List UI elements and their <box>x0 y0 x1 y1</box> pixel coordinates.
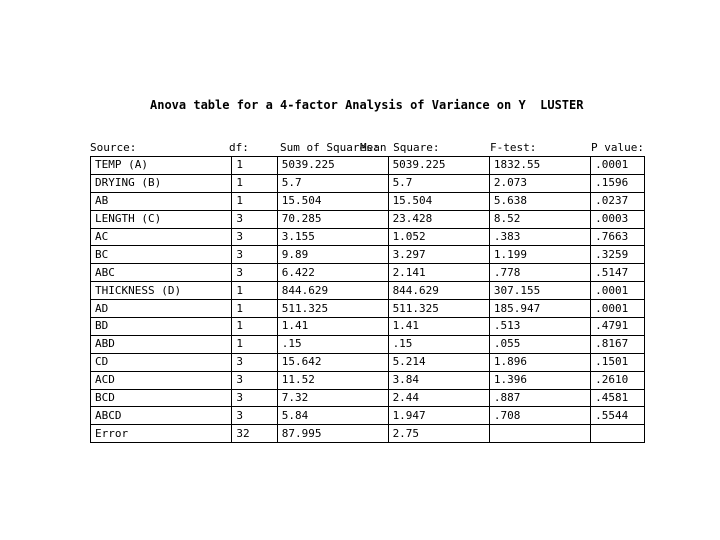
cell-sum-of-squares: 5.7 <box>277 174 388 192</box>
cell-f-test: 5.638 <box>489 192 590 210</box>
table-row <box>91 228 645 246</box>
table-row <box>91 407 645 425</box>
cell-mean-square: 1.052 <box>388 228 489 246</box>
cell-df: 1 <box>232 318 277 336</box>
cell-df: 1 <box>232 157 277 175</box>
cell-p-value: .4791 <box>591 318 645 336</box>
cell-sum-of-squares: 87.995 <box>277 425 388 443</box>
anova-table <box>90 156 645 443</box>
cell-df: 3 <box>232 389 277 407</box>
cell-p-value: .5544 <box>591 407 645 425</box>
cell-f-test: .055 <box>489 335 590 353</box>
cell-source: LENGTH (C) <box>91 210 232 228</box>
column-header-source: Source: <box>90 141 137 154</box>
cell-sum-of-squares: 5.84 <box>277 407 388 425</box>
cell-f-test: .513 <box>489 318 590 336</box>
table-row <box>91 389 645 407</box>
cell-source: ABCD <box>91 407 232 425</box>
cell-mean-square: 5039.225 <box>388 157 489 175</box>
cell-mean-square: 15.504 <box>388 192 489 210</box>
cell-f-test: .708 <box>489 407 590 425</box>
cell-p-value: .0001 <box>591 157 645 175</box>
cell-df: 1 <box>232 335 277 353</box>
cell-source: AC <box>91 228 232 246</box>
cell-mean-square: 844.629 <box>388 282 489 300</box>
cell-sum-of-squares: .15 <box>277 335 388 353</box>
cell-p-value: .0001 <box>591 282 645 300</box>
cell-df: 32 <box>232 425 277 443</box>
table-row <box>91 157 645 175</box>
cell-p-value: .1501 <box>591 353 645 371</box>
cell-sum-of-squares: 6.422 <box>277 264 388 282</box>
anova-table-body <box>91 157 645 443</box>
cell-p-value: .0237 <box>591 192 645 210</box>
cell-f-test: 1.396 <box>489 371 590 389</box>
cell-f-test: 1.199 <box>489 246 590 264</box>
cell-sum-of-squares: 7.32 <box>277 389 388 407</box>
cell-p-value <box>591 425 645 443</box>
cell-df: 3 <box>232 371 277 389</box>
cell-mean-square: 3.297 <box>388 246 489 264</box>
table-row <box>91 353 645 371</box>
cell-p-value: .1596 <box>591 174 645 192</box>
cell-sum-of-squares: 70.285 <box>277 210 388 228</box>
cell-sum-of-squares: 5039.225 <box>277 157 388 175</box>
cell-df: 1 <box>232 174 277 192</box>
cell-mean-square: 2.44 <box>388 389 489 407</box>
cell-source: DRYING (B) <box>91 174 232 192</box>
cell-sum-of-squares: 511.325 <box>277 300 388 318</box>
table-row <box>91 282 645 300</box>
table-row <box>91 192 645 210</box>
column-header-df: df: <box>229 141 249 154</box>
cell-df: 3 <box>232 264 277 282</box>
cell-p-value: .0003 <box>591 210 645 228</box>
cell-df: 3 <box>232 246 277 264</box>
cell-source: Error <box>91 425 232 443</box>
table-row <box>91 425 645 443</box>
table-row <box>91 174 645 192</box>
cell-f-test: 2.073 <box>489 174 590 192</box>
cell-p-value: .2610 <box>591 371 645 389</box>
cell-f-test: 185.947 <box>489 300 590 318</box>
table-row <box>91 300 645 318</box>
cell-f-test: 307.155 <box>489 282 590 300</box>
cell-df: 3 <box>232 353 277 371</box>
cell-sum-of-squares: 15.642 <box>277 353 388 371</box>
cell-source: THICKNESS (D) <box>91 282 232 300</box>
cell-source: BCD <box>91 389 232 407</box>
cell-source: ACD <box>91 371 232 389</box>
column-header-p-value: P value: <box>591 141 644 154</box>
cell-mean-square: 2.75 <box>388 425 489 443</box>
cell-source: ABC <box>91 264 232 282</box>
cell-f-test: .778 <box>489 264 590 282</box>
cell-mean-square: .15 <box>388 335 489 353</box>
cell-source: BC <box>91 246 232 264</box>
cell-p-value: .8167 <box>591 335 645 353</box>
cell-f-test: 1.896 <box>489 353 590 371</box>
cell-sum-of-squares: 844.629 <box>277 282 388 300</box>
cell-mean-square: 3.84 <box>388 371 489 389</box>
table-row <box>91 335 645 353</box>
cell-source: AD <box>91 300 232 318</box>
cell-sum-of-squares: 11.52 <box>277 371 388 389</box>
cell-df: 3 <box>232 210 277 228</box>
cell-f-test: 8.52 <box>489 210 590 228</box>
table-row <box>91 210 645 228</box>
column-header-row <box>90 141 645 156</box>
cell-f-test: 1832.55 <box>489 157 590 175</box>
cell-source: AB <box>91 192 232 210</box>
cell-p-value: .4581 <box>591 389 645 407</box>
cell-mean-square: 1.41 <box>388 318 489 336</box>
page-title: Anova table for a 4-factor Analysis of Variance on Y LUSTER <box>150 98 584 112</box>
cell-mean-square: 23.428 <box>388 210 489 228</box>
cell-source: BD <box>91 318 232 336</box>
cell-mean-square: 5.214 <box>388 353 489 371</box>
cell-df: 1 <box>232 300 277 318</box>
cell-sum-of-squares: 15.504 <box>277 192 388 210</box>
table-row <box>91 264 645 282</box>
cell-sum-of-squares: 1.41 <box>277 318 388 336</box>
cell-p-value: .7663 <box>591 228 645 246</box>
cell-df: 3 <box>232 407 277 425</box>
cell-mean-square: 5.7 <box>388 174 489 192</box>
cell-mean-square: 511.325 <box>388 300 489 318</box>
column-header-sum-of-squares: Sum of Squares: <box>280 141 380 154</box>
cell-sum-of-squares: 3.155 <box>277 228 388 246</box>
table-row <box>91 318 645 336</box>
cell-f-test: .887 <box>489 389 590 407</box>
cell-p-value: .0001 <box>591 300 645 318</box>
cell-f-test: .383 <box>489 228 590 246</box>
cell-f-test <box>489 425 590 443</box>
table-row <box>91 246 645 264</box>
cell-p-value: .3259 <box>591 246 645 264</box>
cell-sum-of-squares: 9.89 <box>277 246 388 264</box>
cell-df: 1 <box>232 282 277 300</box>
cell-df: 1 <box>232 192 277 210</box>
cell-source: ABD <box>91 335 232 353</box>
column-header-f-test: F-test: <box>490 141 537 154</box>
column-header-mean-square: Mean Square: <box>360 141 440 154</box>
cell-source: CD <box>91 353 232 371</box>
table-row <box>91 371 645 389</box>
cell-mean-square: 2.141 <box>388 264 489 282</box>
cell-p-value: .5147 <box>591 264 645 282</box>
cell-df: 3 <box>232 228 277 246</box>
cell-mean-square: 1.947 <box>388 407 489 425</box>
cell-source: TEMP (A) <box>91 157 232 175</box>
